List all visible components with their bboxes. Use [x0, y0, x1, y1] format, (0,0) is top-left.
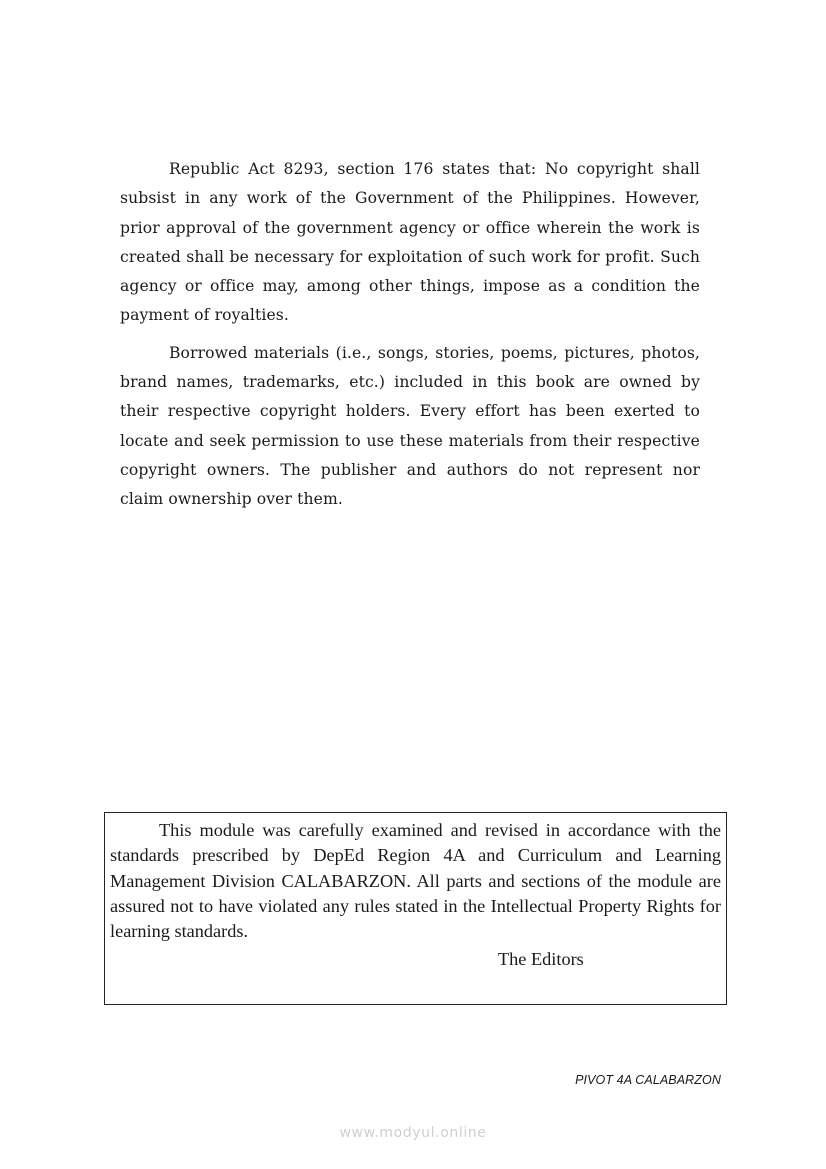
review-signature: The Editors	[498, 949, 584, 970]
footer-label: PIVOT 4A CALABARZON	[575, 1073, 721, 1087]
review-statement-text: This module was carefully examined and revised in accordance with the standards prescribed by DepEd Region 4A and Curriculum and Learning Management Division CALABARZON. All parts and sections of the module are assured not to have violated any rules stated in the Intellectual Property Rights for learning standards.	[110, 820, 721, 942]
copyright-notice	[120, 155, 700, 523]
copyright-paragraph-borrowed-materials: Borrowed materials (i.e., songs, stories, poems, pictures, photos, brand names, trademarks, etc.) included in this book are owned by their respective copyright holders. Every effort has been exerted to locate and seek permission to use these materials from their respective copyright owners. The publisher and authors do not represent nor claim ownership over them.	[120, 343, 700, 509]
copyright-paragraph-ra8293: Republic Act 8293, section 176 states that: No copyright shall subsist in any work of the Government of the Philippines. However, prior approval of the government agency or office wherein the work is created shall be necessary for exploitation of such work for profit. Such agency or office may, among other things, impose as a condition the payment of royalties.	[120, 160, 700, 325]
watermark: www.modyul.online	[339, 1125, 487, 1141]
review-statement-box	[104, 812, 727, 1005]
